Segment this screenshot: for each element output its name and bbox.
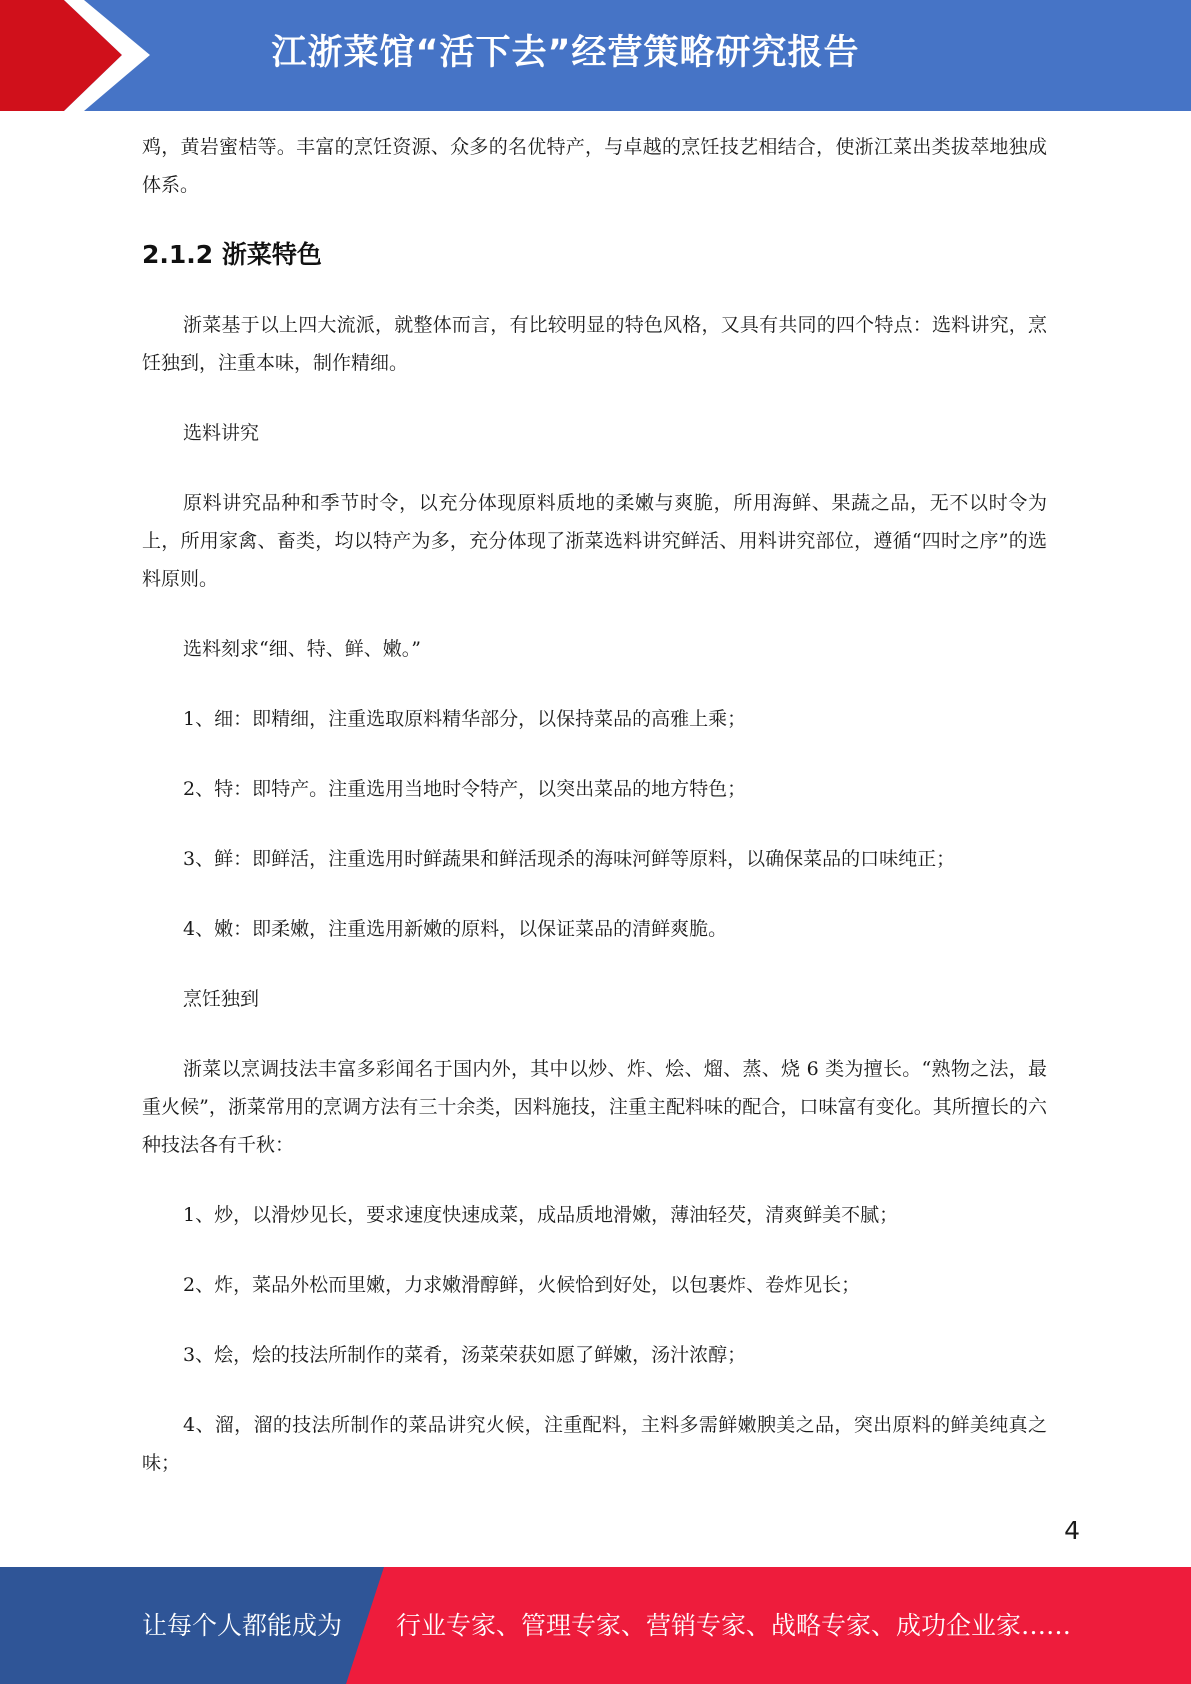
page-number: 4 (1064, 1516, 1080, 1545)
list-item: 2、特：即特产。注重选用当地时令特产，以突出菜品的地方特色； (183, 778, 747, 800)
list-item: 4、嫩：即柔嫩，注重选用新嫩的原料，以保证菜品的清鲜爽脆。 (183, 918, 728, 940)
footer-slogan-left: 让每个人都能成为 (142, 1611, 343, 1640)
paragraph: 浙菜基于以上四大流派，就整体而言，有比较明显的特色风格，又具有共同的四个特点：选料讲究，烹饪独到，注重本味，制作精细。 (142, 314, 1047, 374)
subheading: 选料讲究 (183, 422, 260, 444)
list-item: 4、溜，溜的技法所制作的菜品讲究火候，注重配料，主料多需鲜嫩腴美之品，突出原料的鲜美纯真之味； (142, 1414, 1047, 1474)
section-heading: 2.1.2 浙菜特色 (142, 240, 322, 269)
report-title: 江浙菜馆“活下去”经营策略研究报告 (271, 33, 860, 73)
subheading: 烹饪独到 (183, 988, 260, 1010)
list-item: 1、炒，以滑炒见长，要求速度快速成菜，成品质地滑嫩，薄油轻芡，清爽鲜美不腻； (183, 1204, 899, 1226)
paragraph: 原料讲究品种和季节时令，以充分体现原料质地的柔嫩与爽脆，所用海鲜、果蔬之品，无不以时令为上，所用家禽、畜类，均以特产为多，充分体现了浙菜选料讲究鲜活、用料讲究部位，遵循“四时之序”的选料原则。 (142, 492, 1047, 590)
list-item: 2、炸，菜品外松而里嫩，力求嫩滑醇鲜，火候恰到好处，以包裹炸、卷炸见长； (183, 1274, 861, 1296)
red-arrow-decoration (0, 0, 160, 111)
footer-slogan-right: 行业专家、管理专家、营销专家、战略专家、成功企业家…… (396, 1611, 1072, 1640)
paragraph: 浙菜以烹调技法丰富多彩闻名于国内外，其中以炒、炸、烩、熘、蒸、烧 6 类为擅长。“熟物之法，最重火候”，浙菜常用的烹调方法有三十余类，因料施技，注重主配料味的配合，口味富有变化。其所擅长的六种技法各有千秋： (142, 1058, 1047, 1156)
header-banner (0, 0, 1191, 111)
document-body (142, 128, 1047, 1482)
list-item: 3、烩，烩的技法所制作的菜肴，汤菜荣获如愿了鲜嫩，汤汁浓醇； (183, 1344, 747, 1366)
footer-banner (0, 1567, 1191, 1684)
paragraph: 选料刻求“细、特、鲜、嫩。” (183, 638, 421, 660)
list-item: 3、鲜：即鲜活，注重选用时鲜蔬果和鲜活现杀的海味河鲜等原料，以确保菜品的口味纯正； (183, 848, 956, 870)
list-item: 1、细：即精细，注重选取原料精华部分，以保持菜品的高雅上乘； (183, 708, 747, 730)
paragraph: 鸡，黄岩蜜桔等。丰富的烹饪资源、众多的名优特产，与卓越的烹饪技艺相结合，使浙江菜出类拔萃地独成体系。 (142, 136, 1047, 196)
